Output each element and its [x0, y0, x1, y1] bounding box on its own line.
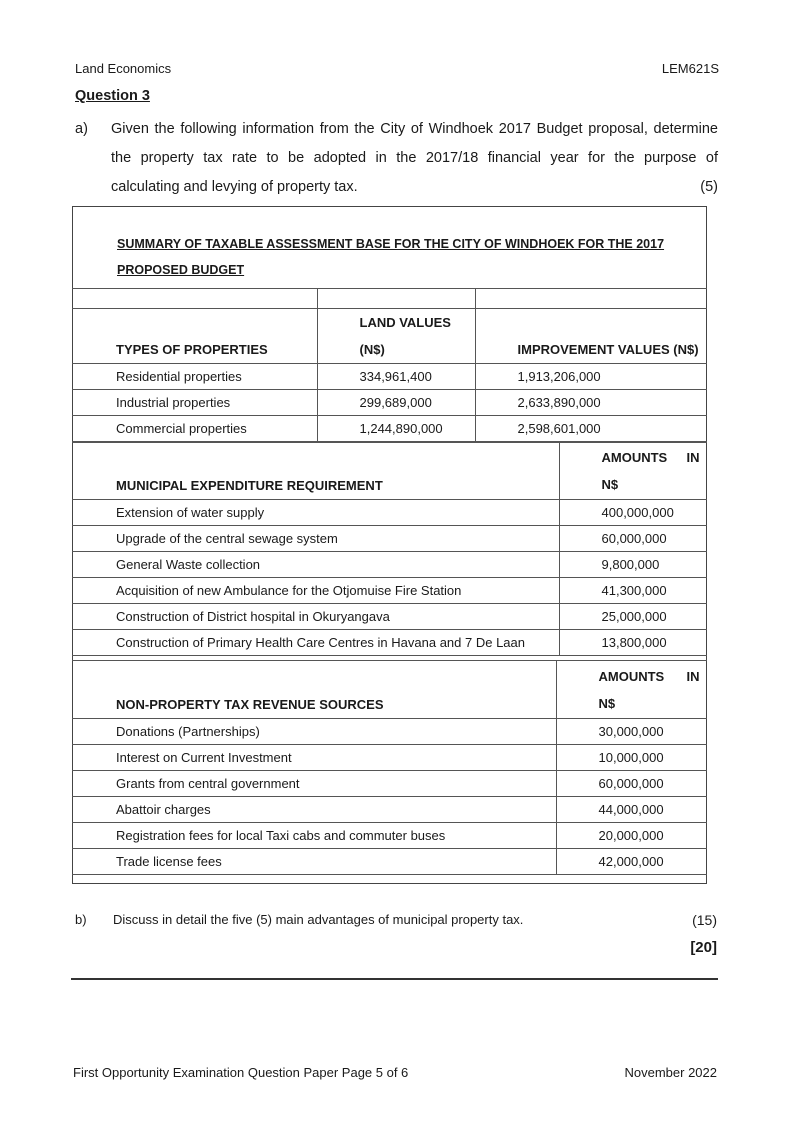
improvement-value: 1,913,206,000	[475, 364, 707, 390]
part-a-text	[111, 115, 718, 202]
expenditure-amount: 25,000,000	[559, 604, 707, 630]
part-a-line-3	[111, 173, 718, 202]
part-a-line-1: Given the following information from the City of Windhoek 2017 Budget proposal, determine	[111, 121, 718, 137]
table-row	[72, 604, 707, 630]
expenditure-item: Acquisition of new Ambulance for the Otjomuise Fire Station	[72, 578, 559, 604]
amounts-header-line-1	[602, 444, 700, 471]
table-row	[72, 745, 707, 771]
part-b-label: b)	[75, 912, 87, 927]
footer-right: November 2022	[624, 1065, 717, 1080]
part-a-label: a)	[75, 121, 88, 137]
revenue-item: Grants from central government	[72, 771, 556, 797]
revenue-item: Interest on Current Investment	[72, 745, 556, 771]
col-header-land-line-1	[360, 309, 460, 336]
expenditure-item: General Waste collection	[72, 552, 559, 578]
improvement-value: 2,598,601,000	[475, 416, 707, 442]
amounts-word: AMOUNTS	[601, 450, 668, 465]
section-divider	[71, 978, 718, 980]
table-row	[72, 390, 707, 416]
expenditure-amount: 41,300,000	[559, 578, 707, 604]
course-name: Land Economics	[75, 61, 172, 76]
property-values-table	[72, 288, 707, 442]
revenue-amount: 20,000,000	[556, 823, 707, 849]
revenue-amount: 44,000,000	[556, 797, 707, 823]
table-row	[72, 797, 707, 823]
improvement-value: 2,633,890,000	[475, 390, 707, 416]
amounts-word: AMOUNTS	[598, 668, 665, 684]
in-word: IN	[686, 668, 700, 684]
property-type: Residential properties	[72, 364, 317, 390]
amounts-header-line-1	[599, 663, 700, 690]
expenditure-amount: 13,800,000	[559, 630, 707, 656]
question-total-marks: [20]	[690, 939, 717, 956]
revenue-amount: 60,000,000	[556, 771, 707, 797]
table-row	[72, 578, 707, 604]
expenditure-amount: 9,800,000	[559, 552, 707, 578]
revenue-item: Trade license fees	[72, 849, 556, 875]
footer-left: First Opportunity Examination Question Paper Page 5 of 6	[73, 1065, 409, 1080]
table-row	[72, 500, 707, 526]
revenue-item: Donations (Partnerships)	[72, 719, 556, 745]
col-header-land-text: LAND VALUES	[359, 315, 451, 330]
expenditure-item: Extension of water supply	[72, 500, 559, 526]
col-header-land	[317, 309, 475, 364]
expenditure-item: Construction of Primary Health Care Centres in Havana and 7 De Laan	[72, 630, 559, 656]
revenue-heading: NON-PROPERTY TAX REVENUE SOURCES	[72, 661, 556, 719]
currency-word: N$	[598, 695, 616, 711]
expenditure-amount: 400,000,000	[559, 500, 707, 526]
part-a-line-2: the property tax rate to be adopted in the 2017/18 financial year for the purpose of	[111, 150, 718, 166]
col-header-land-line-2: (N$)	[359, 342, 385, 357]
table-row	[72, 771, 707, 797]
table-row	[72, 552, 707, 578]
expenditure-item: Construction of District hospital in Okuryangava	[72, 604, 559, 630]
in-word: IN	[686, 450, 700, 465]
revenue-amount: 42,000,000	[556, 849, 707, 875]
part-b-text: Discuss in detail the five (5) main advantages of municipal property tax.	[113, 912, 524, 927]
expenditure-item: Upgrade of the central sewage system	[72, 526, 559, 552]
table-row	[72, 630, 707, 656]
part-a-line-3-text: calculating and levying of property tax.	[111, 179, 358, 195]
revenue-item: Abattoir charges	[72, 797, 556, 823]
table-row	[72, 364, 707, 390]
land-value: 334,961,400	[317, 364, 475, 390]
table-row	[72, 526, 707, 552]
property-type: Commercial properties	[72, 416, 317, 442]
property-type: Industrial properties	[72, 390, 317, 416]
revenue-amount: 10,000,000	[556, 745, 707, 771]
col-header-improvement: IMPROVEMENT VALUES (N$)	[475, 309, 707, 364]
land-value: 299,689,000	[317, 390, 475, 416]
currency-word: N$	[601, 477, 619, 492]
land-value: 1,244,890,000	[317, 416, 475, 442]
table-row	[72, 849, 707, 875]
revenue-amount: 30,000,000	[556, 719, 707, 745]
summary-title-line-1: SUMMARY OF TAXABLE ASSESSMENT BASE FOR THE CITY OF WINDHOEK FOR THE 2017	[117, 237, 665, 251]
table-row	[72, 416, 707, 442]
col-header-types: TYPES OF PROPERTIES	[72, 309, 317, 364]
revenue-amounts-header	[556, 661, 707, 719]
course-code: LEM621S	[661, 61, 719, 76]
part-a-marks: (5)	[700, 179, 718, 195]
revenue-item: Registration fees for local Taxi cabs and commuter buses	[72, 823, 556, 849]
summary-title-line-2: PROPOSED BUDGET	[117, 263, 245, 277]
expenditure-table	[72, 442, 707, 656]
revenue-table	[72, 660, 707, 875]
part-b-marks: (15)	[692, 912, 717, 928]
expenditure-amount: 60,000,000	[559, 526, 707, 552]
expenditure-heading: MUNICIPAL EXPENDITURE REQUIREMENT	[72, 443, 559, 500]
question-title: Question 3	[75, 88, 150, 104]
table-row	[72, 719, 707, 745]
expenditure-amounts-header	[559, 443, 707, 500]
table-row	[72, 823, 707, 849]
